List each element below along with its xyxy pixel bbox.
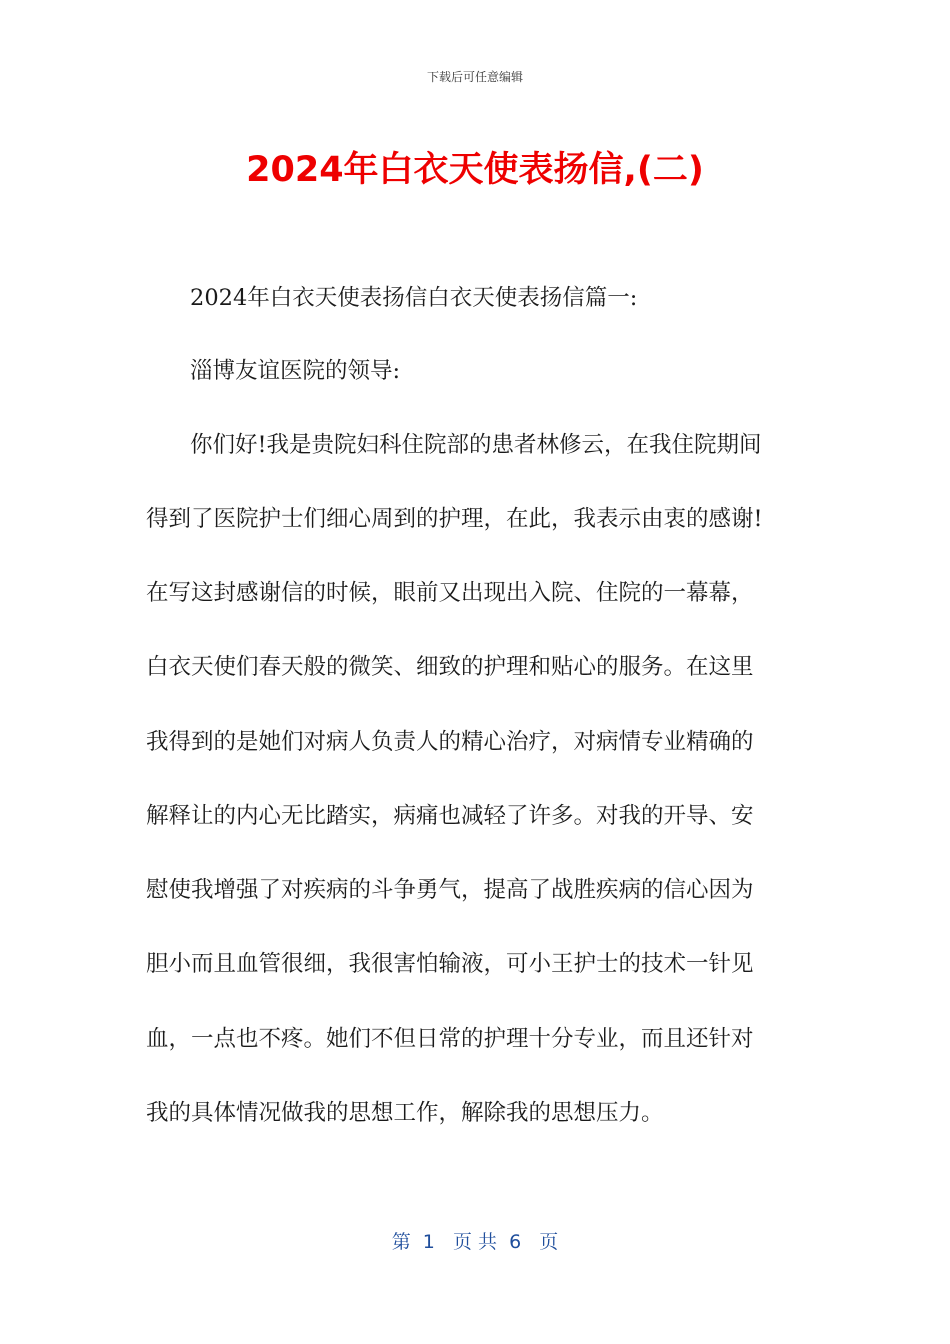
body-line-2: 淄博友谊医院的领导: [190, 358, 401, 384]
page-number-footer: 第 1 页 共 6 页 [391, 1231, 559, 1253]
body-line-11: 血，一点也不疼。她们不但日常的护理十分专业，而且还针对 [146, 1026, 754, 1052]
body-line-8: 解释让的内心无比踏实，病痛也减轻了许多。对我的开导、安 [146, 803, 754, 829]
header-note: 下载后可任意编辑 [426, 70, 523, 84]
body-line-3: 你们好!我是贵院妇科住院部的患者林修云，在我住院期间 [190, 432, 762, 458]
body-line-5: 在写这封感谢信的时候，眼前又出现出入院、住院的一幕幕， [146, 580, 754, 606]
body-line-6: 白衣天使们春天般的微笑、细致的护理和贴心的服务。在这里 [146, 654, 754, 680]
body-line-12: 我的具体情况做我的思想工作，解除我的思想压力。 [146, 1100, 664, 1126]
body-line-9: 慰使我增强了对疾病的斗争勇气，提高了战胜疾病的信心因为 [146, 877, 754, 903]
body-line-1: 2024年白衣天使表扬信白衣天使表扬信篇一: [190, 285, 638, 311]
body-line-7: 我得到的是她们对病人负责人的精心治疗，对病情专业精确的 [146, 729, 754, 755]
body-line-4: 得到了医院护士们细心周到的护理，在此，我表示由衷的感谢! [146, 506, 763, 532]
document-title: 2024年白衣天使表扬信,(二) [246, 150, 704, 190]
body-line-10: 胆小而且血管很细，我很害怕输液，可小王护士的技术一针见 [146, 951, 754, 977]
